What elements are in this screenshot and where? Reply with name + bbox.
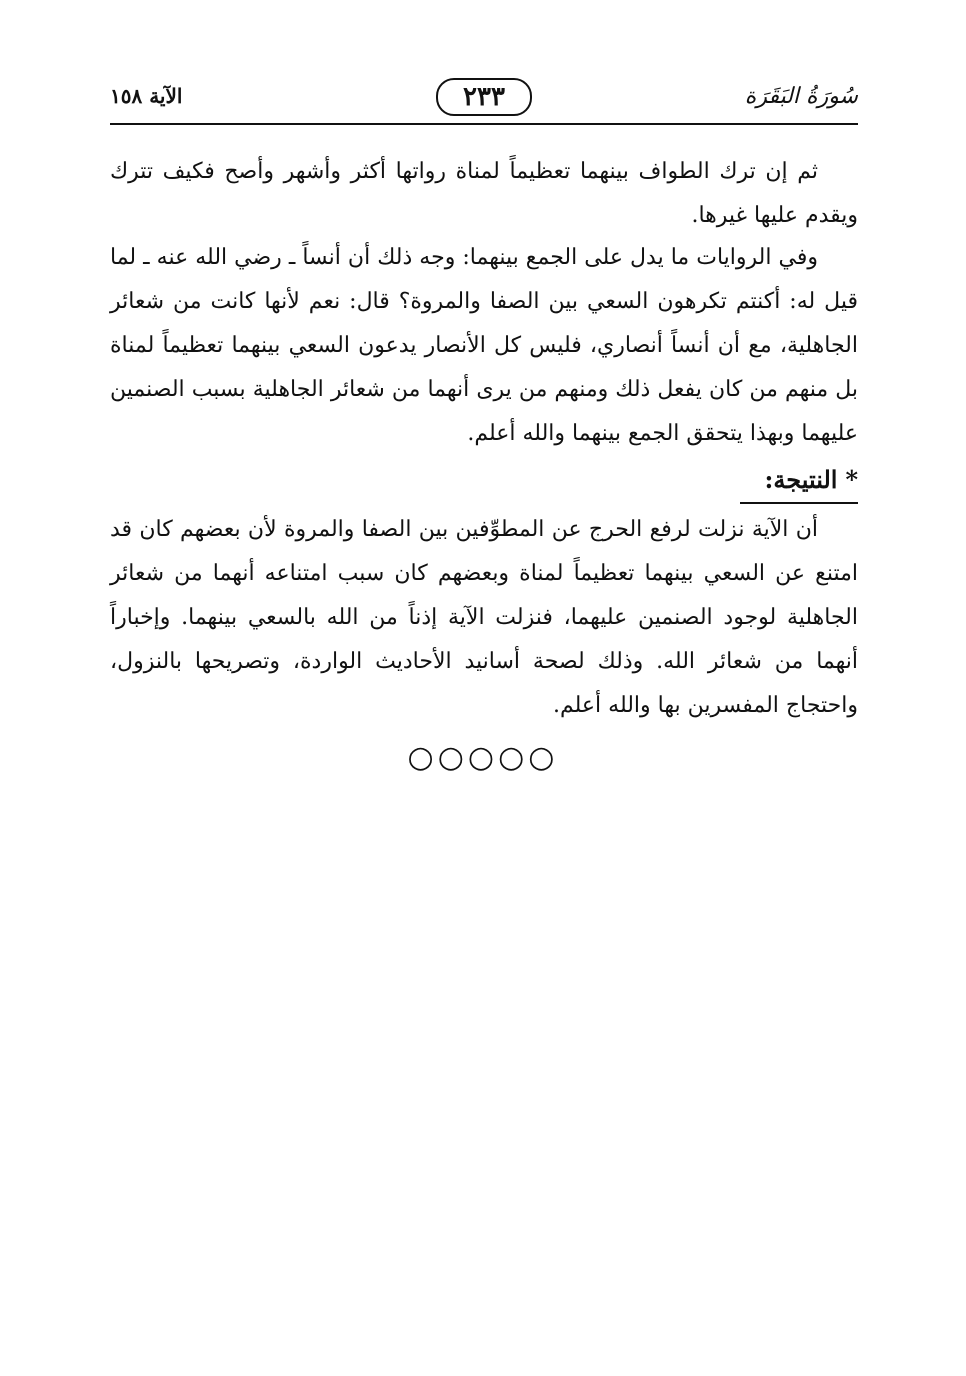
surah-name: سُورَةُ البَقَرَة (744, 84, 858, 109)
result-paragraph (110, 508, 858, 728)
end-of-section-circles: ○○○○○ (407, 740, 559, 775)
paragraph-1-text: ثم إن ترك الطواف بينهما تعظيماً لمناة رواتها أكثر وأشهر وأصح فكيف تترك ويقدم عليها غيرها. (110, 159, 858, 228)
result-paragraph-text: أن الآية نزلت لرفع الحرج عن المطوِّفين بين الصفا والمروة لأن بعضهم كان قد امتنع عن السعي بينهما تعظيماً لمناة وبعضهم كان سبب امتناعه أنهما من شعائر الجاهلية لوجود الصنمين عليهما، فنزلت الآية إذناً من الله بالسعي بينهما. وإخباراً أنهما من شعائر الله. وذلك لصحة أسانيد الأحاديث الواردة، وتصريحها بالنزول، واحتجاج المفسرين بها والله أعلم. (110, 517, 858, 718)
paragraph-2 (110, 236, 858, 456)
header-divider (110, 123, 858, 125)
paragraph-1 (110, 150, 858, 238)
page-header (110, 78, 858, 122)
ayah-reference: الآية ١٥٨ (110, 84, 183, 108)
result-heading (740, 462, 858, 504)
star-icon: * (845, 465, 858, 494)
result-heading-text: النتيجة: (764, 465, 838, 494)
page-number: ٢٣٣ (436, 78, 532, 116)
paragraph-2-text: وفي الروايات ما يدل على الجمع بينهما: وجه ذلك أن أنساً ـ رضي الله عنه ـ لما قيل له: أكنتم تكرهون السعي بين الصفا والمروة؟ قال: نعم لأنها كانت من شعائر الجاهلية، مع أن أنساً أنصاري، فليس كل الأنصار يدعون السعي بينهما تعظيماً لمناة بل منهم من كان يفعل ذلك ومنهم من يرى أنهما من شعائر الجاهلية بسبب الصنمين عليهما وبهذا يتحقق الجمع بينهما والله أعلم. (110, 245, 858, 446)
